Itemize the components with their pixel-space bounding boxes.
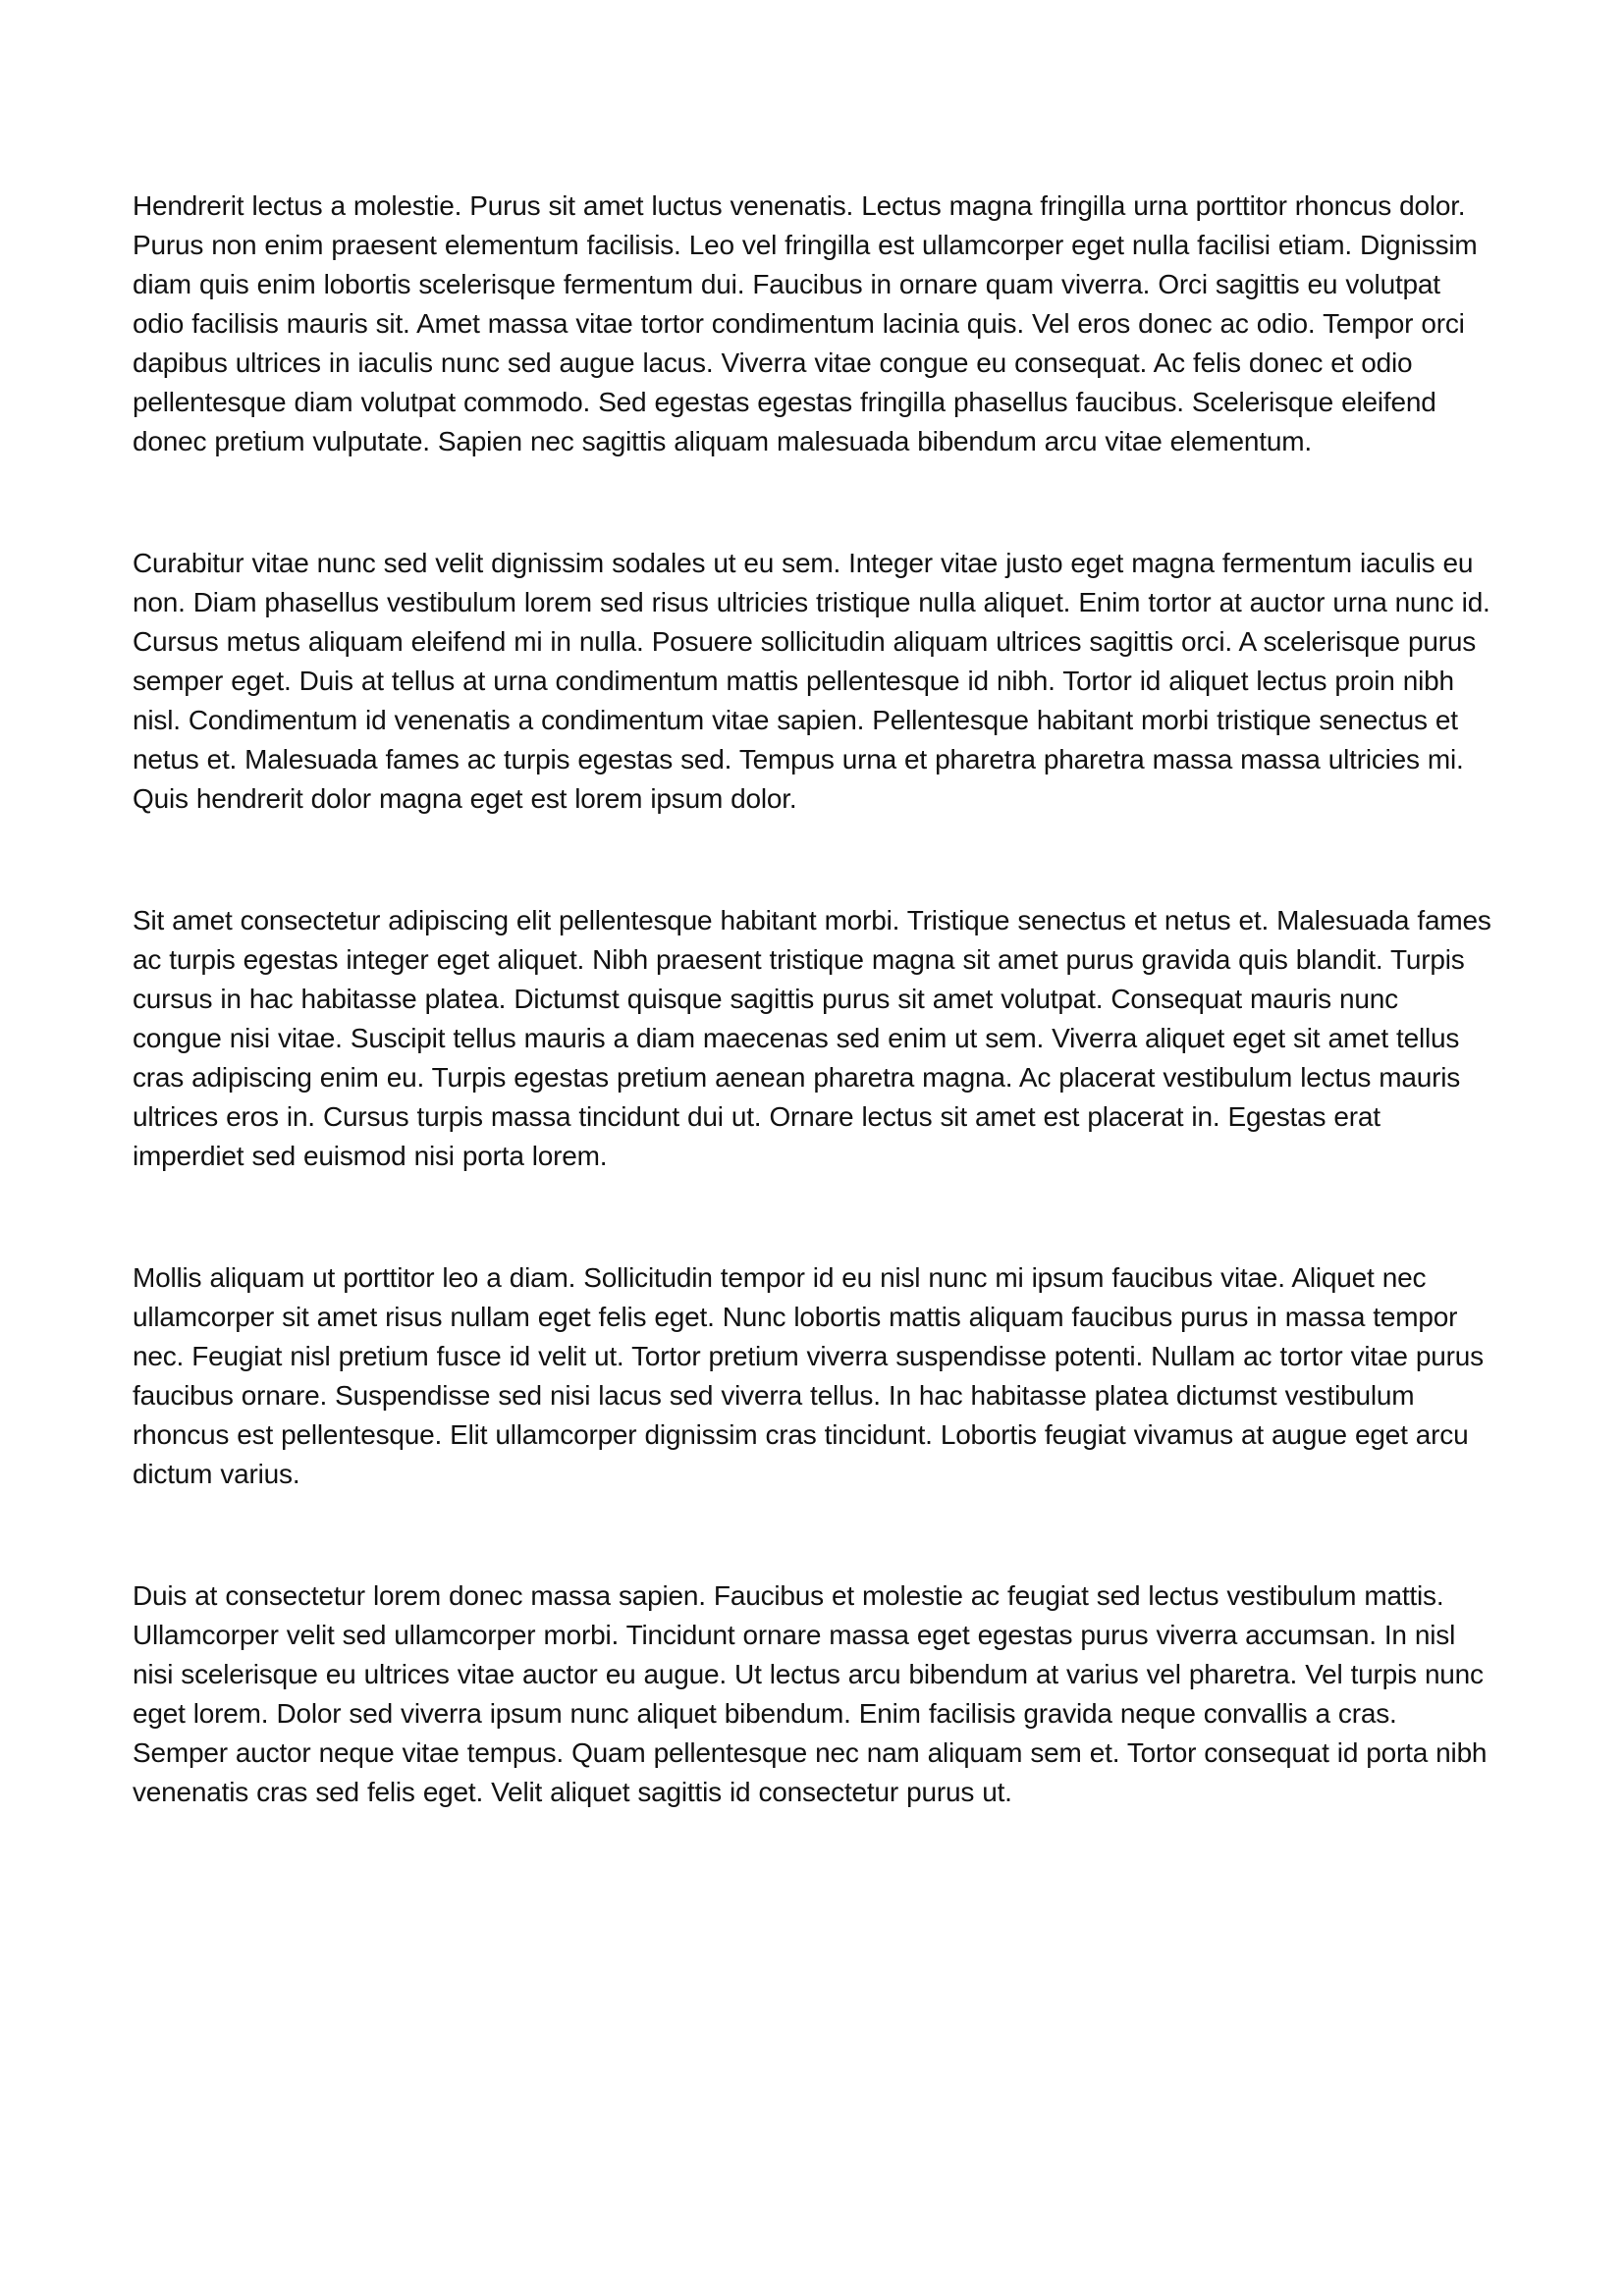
paragraph-2: Curabitur vitae nunc sed velit dignissim sodales ut eu sem. Integer vitae justo eget magna fermentum iaculis eu non. Diam phasellus vestibulum lorem sed risus ultricies tristique nulla aliquet. Enim tortor at auctor urna nunc id. Cursus metus aliquam eleifend mi in nulla. Posuere sollicitudin aliquam ultrices sagittis orci. A scelerisque purus semper eget. Duis at tellus at urna condimentum mattis pellentesque id nibh. Tortor id aliquet lectus proin nibh nisl. Condimentum id venenatis a condimentum vitae sapien. Pellentesque habitant morbi tristique senectus et netus et. Malesuada fames ac turpis egestas sed. Tempus urna et pharetra pharetra massa massa ultricies mi. Quis hendrerit dolor magna eget est lorem ipsum dolor. xyxy=(133,548,1490,814)
paragraph-5: Duis at consectetur lorem donec massa sapien. Faucibus et molestie ac feugiat sed lectus vestibulum mattis. Ullamcorper velit sed ullamcorper morbi. Tincidunt ornare massa eget egestas purus viverra accumsan. In nisl nisi scelerisque eu ultrices vitae auctor eu augue. Ut lectus arcu bibendum at varius vel pharetra. Vel turpis nunc eget lorem. Dolor sed viverra ipsum nunc aliquet bibendum. Enim facilisis gravida neque convallis a cras. Semper auctor neque vitae tempus. Quam pellentesque nec nam aliquam sem et. Tortor consequat id porta nibh venenatis cras sed felis eget. Velit aliquet sagittis id consectetur purus ut. xyxy=(133,1580,1488,1807)
paragraph-1: Hendrerit lectus a molestie. Purus sit amet luctus venenatis. Lectus magna fringilla urna porttitor rhoncus dolor. Purus non enim praesent elementum facilisis. Leo vel fringilla est ullamcorper eget nulla facilisi etiam. Dignissim diam quis enim lobortis scelerisque fermentum dui. Faucibus in ornare quam viverra. Orci sagittis eu volutpat odio facilisis mauris sit. Amet massa vitae tortor condimentum lacinia quis. Vel eros donec ac odio. Tempor orci dapibus ultrices in iaculis nunc sed augue lacus. Viverra vitae congue eu consequat. Ac felis donec et odio pellentesque diam volutpat commodo. Sed egestas egestas fringilla phasellus faucibus. Scelerisque eleifend donec pretium vulputate. Sapien nec sagittis aliquam malesuada bibendum arcu vitae elementum. xyxy=(133,190,1478,456)
paragraph-4: Mollis aliquam ut porttitor leo a diam. Sollicitudin tempor id eu nisl nunc mi ipsum faucibus vitae. Aliquet nec ullamcorper sit amet risus nullam eget felis eget. Nunc lobortis mattis aliquam faucibus purus in massa tempor nec. Feugiat nisl pretium fusce id velit ut. Tortor pretium viverra suspendisse potenti. Nullam ac tortor vitae purus faucibus ornare. Suspendisse sed nisi lacus sed viverra tellus. In hac habitasse platea dictumst vestibulum rhoncus est pellentesque. Elit ullamcorper dignissim cras tincidunt. Lobortis feugiat vivamus at augue eget arcu dictum varius. xyxy=(133,1262,1484,1489)
paragraph-3: Sit amet consectetur adipiscing elit pellentesque habitant morbi. Tristique senectus et netus et. Malesuada fames ac turpis egestas integer eget aliquet. Nibh praesent tristique magna sit amet purus gravida quis blandit. Turpis cursus in hac habitasse platea. Dictumst quisque sagittis purus sit amet volutpat. Consequat mauris nunc congue nisi vitae. Suscipit tellus mauris a diam maecenas sed enim ut sem. Viverra aliquet eget sit amet tellus cras adipiscing enim eu. Turpis egestas pretium aenean pharetra magna. Ac placerat vestibulum lectus mauris ultrices eros in. Cursus turpis massa tincidunt dui ut. Ornare lectus sit amet est placerat in. Egestas erat imperdiet sed euismod nisi porta lorem. xyxy=(133,905,1491,1171)
